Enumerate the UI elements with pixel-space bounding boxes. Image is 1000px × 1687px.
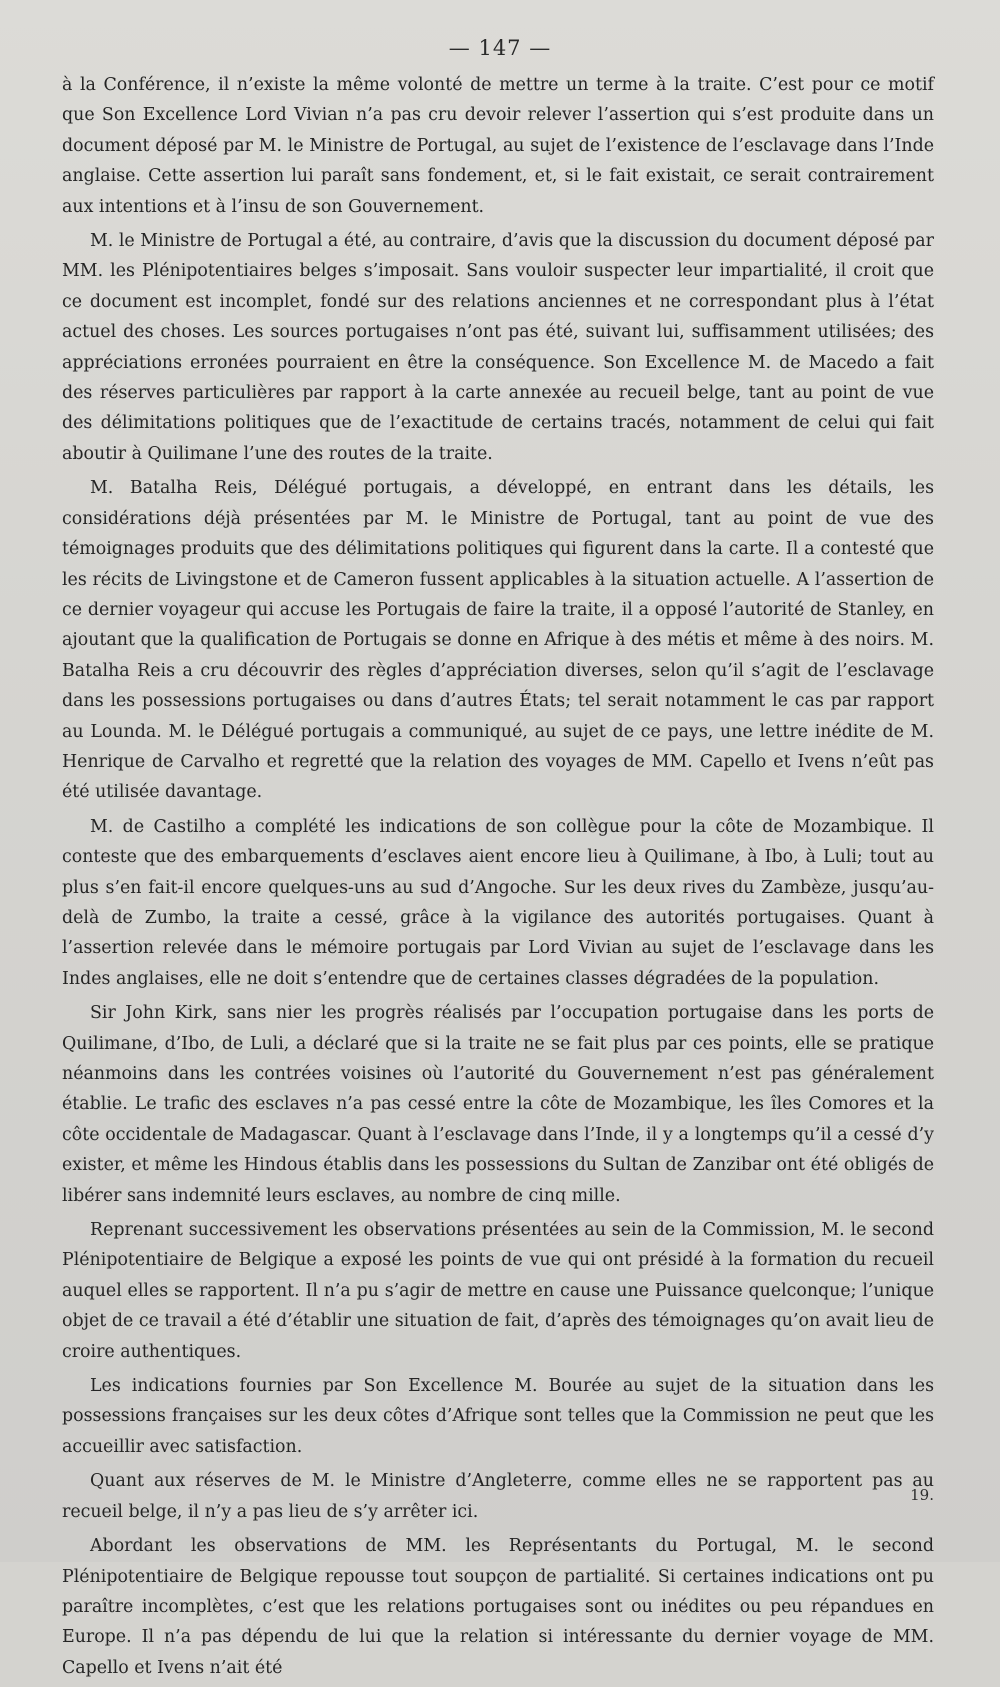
paragraph-3: M. Batalha Reis, Délégué portugais, a développé, en entrant dans les détails, les considérations déjà présentées par M. le Ministre de Portugal, tant au point de vue des témoignages produits que des délimitations politiques qui figurent dans la carte. Il a contesté que les récits de Livingstone et de Cameron fussent applicables à la situation actuelle. A l’assertion de ce dernier voyageur qui accuse les Portugais de faire la traite, il a opposé l’autorité de Stanley, en ajoutant que la qualification de Portugais se donne en Afrique à des métis et même à des noirs. M. Batalha Reis a cru découvrir des règles d’appréciation diverses, selon qu’il s’agit de l’esclavage dans les possessions portugaises ou dans d’autres États; tel serait notamment le cas par rapport au Lounda. M. le Délégué portugais a communiqué, au sujet de ce pays, une lettre inédite de M. Henrique de Carvalho et regretté que la relation des voyages de MM. Capello et Ivens n’eût pas été utilisée davantage. [62,478,934,803]
paragraph-8: Quant aux réserves de M. le Ministre d’Angleterre, comme elles ne se rapportent pas au recueil belge, il n’y a pas lieu de s’y arrêter ici. [62,1471,934,1522]
paragraph-5: Sir John Kirk, sans nier les progrès réalisés par l’occupation portugaise dans les ports de Quilimane, d’Ibo, de Luli, a déclaré que si la traite ne se fait plus par ces points, elle se pratique néanmoins dans les contrées voisines où l’autorité du Gouvernement n’est pas généralement établie. Le trafic des esclaves n’a pas cessé entre la côte de Mozambique, les îles Comores et la côte occidentale de Madagascar. Quant à l’esclavage dans l’Inde, il y a longtemps qu’il a cessé d’y exister, et même les Hindous établis dans les possessions du Sultan de Zanzibar ont été obligés de libérer sans indemnité leurs esclaves, au nombre de cinq mille. [62,1003,934,1206]
paragraph-9: Abordant les observations de MM. les Représentants du Portugal, M. le second Plénipotentiaire de Belgique repousse tout soupçon de partialité. Si certaines indications ont pu paraître incomplètes, c’est que les relations portugaises sont ou inédites ou peu répandues en Europe. Il n’a pas dépendu de lui que la relation si intéressante du dernier voyage de MM. Capello et Ivens n’ait été [62,1536,934,1678]
paragraph-2: M. le Ministre de Portugal a été, au contraire, d’avis que la discussion du document déposé par MM. les Plénipotentiaires belges s’imposait. Sans vouloir suspecter leur impartialité, il croit que ce document est incomplet, fondé sur des relations anciennes et ne correspondant plus à l’état actuel des choses. Les sources portugaises n’ont pas été, suivant lui, suffisamment utilisées; des appréciations erronées pourraient en être la conséquence. Son Excellence M. de Macedo a fait des réserves particulières par rapport à la carte annexée au recueil belge, tant au point de vue des délimitations politiques que de l’exactitude de certains tracés, notamment de celui qui fait aboutir à Quilimane l’une des routes de la traite. [62,231,934,464]
signature-mark: 19. [910,1486,934,1504]
body-text [62,70,934,1687]
paragraph-1: à la Conférence, il n’existe la même volonté de mettre un terme à la traite. C’est pour ce motif que Son Excellence Lord Vivian n’a pas cru devoir relever l’assertion qui s’est produite dans un document déposé par M. le Ministre de Portugal, au sujet de l’existence de l’esclavage dans l’Inde anglaise. Cette assertion lui paraît sans fondement, et, si le fait existait, ce serait contrairement aux intentions et à l’insu de son Gouvernement. [62,75,934,217]
page-number: — 147 — [448,36,552,60]
paragraph-7: Les indications fournies par Son Excellence M. Bourée au sujet de la situation dans les possessions françaises sur les deux côtes d’Afrique sont telles que la Commission ne peut que les accueillir avec satisfaction. [62,1376,934,1457]
paragraph-4: M. de Castilho a complété les indications de son collègue pour la côte de Mozambique. Il conteste que des embarquements d’esclaves aient encore lieu à Quilimane, à Ibo, à Luli; tout au plus s’en fait-il encore quelques-uns au sud d’Angoche. Sur les deux rives du Zambèze, jusqu’au-delà de Zumbo, la traite a cessé, grâce à la vigilance des autorités portugaises. Quant à l’assertion relevée dans le mémoire portugais par Lord Vivian au sujet de l’esclavage dans les Indes anglaises, elle ne doit s’entendre que de certaines classes dégradées de la population. [62,816,934,989]
paragraph-6: Reprenant successivement les observations présentées au sein de la Commission, M. le second Plénipotentiaire de Belgique a exposé les points de vue qui ont présidé à la formation du recueil auquel elles se rapportent. Il n’a pu s’agir de mettre en cause une Puissance quelconque; l’unique objet de ce travail a été d’établir une situation de fait, d’après des témoignages qu’on avait lieu de croire authentiques. [62,1220,934,1362]
